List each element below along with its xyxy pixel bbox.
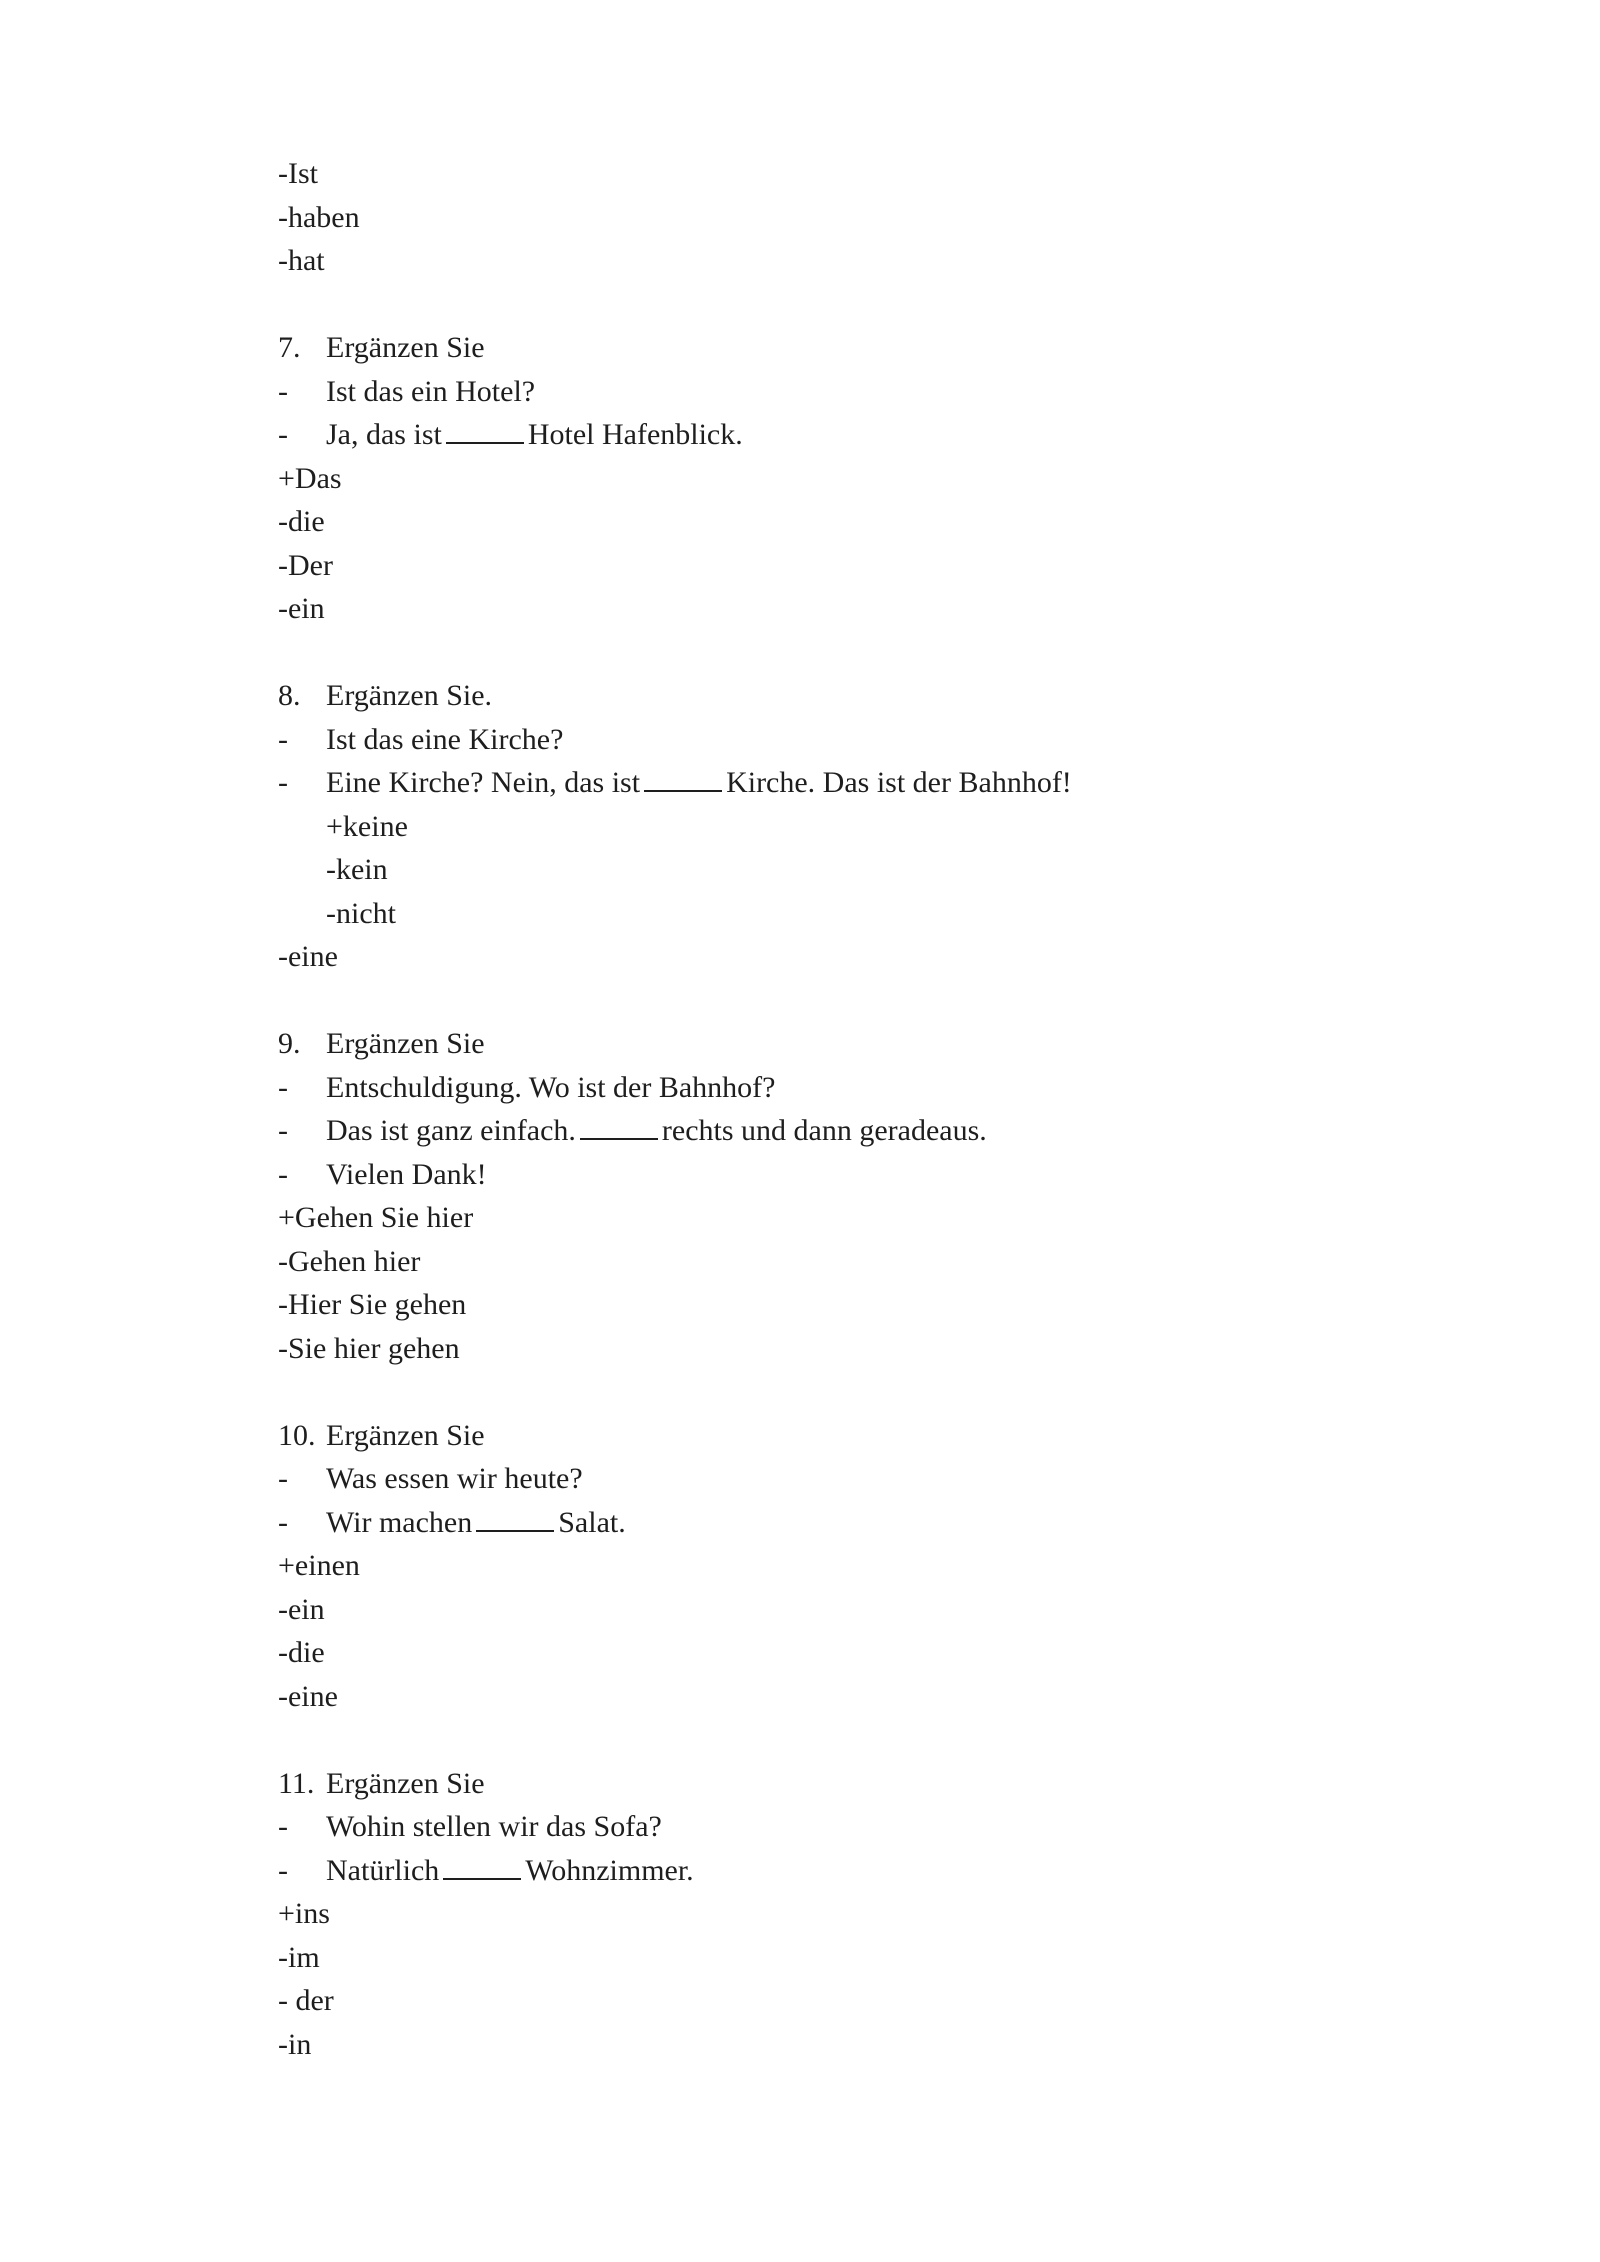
option-correct: +Das [278, 461, 342, 495]
dialog-text: Eine Kirche? Nein, das ist [326, 766, 641, 799]
dialog-text: Ja, das ist [326, 418, 442, 451]
dialog-text: Was essen wir heute? [326, 1462, 583, 1495]
fill-in-blank[interactable] [446, 416, 524, 444]
option-correct: +einen [278, 1549, 360, 1582]
dialog-text: Kirche. Das ist der Bahnhof! [726, 766, 1072, 799]
dialog-line: - Natürlich Wohnzimmer. [278, 1853, 694, 1887]
option: -ein [278, 592, 325, 625]
dialog-line: - Entschuldigung. Wo ist der Bahnhof? [278, 1066, 1378, 1110]
question-instruction: Ergänzen Sie. [326, 679, 493, 712]
option: -eine [278, 940, 338, 973]
dialog-line: - Das ist ganz einfach. rechts und dann geradeaus. [278, 1114, 987, 1147]
option: -hat [278, 244, 325, 277]
option: -Sie hier gehen [278, 1331, 460, 1365]
option: -Der [278, 548, 333, 582]
dialog-line: - Wohin stellen wir das Sofa? [278, 1805, 1378, 1849]
dialog-line: - Was essen wir heute? [278, 1457, 1378, 1501]
dialog-text: Wohin stellen wir das Sofa? [326, 1810, 662, 1843]
question-number: 11. [278, 1766, 315, 1800]
option: -eine [278, 1679, 338, 1713]
dialog-text: Vielen Dank! [326, 1157, 487, 1191]
question-7-heading [278, 326, 1378, 370]
option: -in [278, 2027, 312, 2061]
option: -Ist [278, 157, 318, 190]
question-11-heading [278, 1762, 1378, 1806]
option: -ein [278, 1592, 325, 1626]
fill-in-blank[interactable] [644, 764, 722, 792]
dialog-line: - Ist das ein Hotel? [278, 370, 1378, 414]
dialog-line: - Ja, das ist Hotel Hafenblick. [278, 418, 743, 451]
dialog-line: - Wir machen Salat. [278, 1505, 626, 1539]
dialog-text: Hotel Hafenblick. [527, 418, 743, 451]
fill-in-blank[interactable] [580, 1112, 658, 1140]
option-correct: +Gehen Sie hier [278, 1201, 474, 1234]
dialog-text: Ist das ein Hotel? [326, 374, 536, 408]
option-correct: +ins [278, 1897, 330, 1930]
question-10-heading [278, 1414, 1378, 1458]
dialog-line: - Vielen Dank! [278, 1153, 1378, 1197]
question-8-heading [278, 674, 1378, 718]
option: -im [278, 1940, 320, 1974]
option: -die [278, 505, 325, 538]
question-instruction: Ergänzen Sie [326, 1418, 485, 1452]
dialog-text: Wohnzimmer. [525, 1853, 694, 1887]
dialog-text: Salat. [558, 1505, 626, 1539]
option-correct: +keine [326, 809, 408, 843]
option: -Hier Sie gehen [278, 1288, 467, 1321]
dialog-text: Wir machen [326, 1505, 473, 1539]
question-instruction: Ergänzen Sie [326, 1766, 485, 1800]
dialog-text: Entschuldigung. Wo ist der Bahnhof? [326, 1070, 776, 1104]
question-9-heading [278, 1022, 1378, 1066]
question-number: 10. [278, 1418, 316, 1452]
question-number: 7. [278, 331, 301, 364]
fill-in-blank[interactable] [476, 1504, 554, 1532]
dialog-line: - Eine Kirche? Nein, das ist Kirche. Das ist der Bahnhof! [278, 766, 1072, 799]
question-number: 8. [278, 679, 301, 712]
dialog-text: Ist das eine Kirche? [326, 722, 564, 756]
option: -kein [326, 853, 388, 886]
dialog-text: Das ist ganz einfach. [326, 1114, 576, 1147]
question-number: 9. [278, 1027, 301, 1060]
fill-in-blank[interactable] [443, 1852, 521, 1880]
dialog-text: Natürlich [326, 1853, 440, 1887]
dialog-text: rechts und dann geradeaus. [661, 1114, 987, 1147]
option: - der [278, 1984, 334, 2017]
option: -nicht [326, 896, 396, 930]
question-instruction: Ergänzen Sie [326, 331, 485, 364]
dialog-line: - Ist das eine Kirche? [278, 718, 1378, 762]
option: -die [278, 1636, 325, 1669]
option: -Gehen hier [278, 1244, 421, 1278]
option: -haben [278, 200, 360, 234]
worksheet-content [278, 152, 1378, 2066]
question-instruction: Ergänzen Sie [326, 1027, 485, 1060]
